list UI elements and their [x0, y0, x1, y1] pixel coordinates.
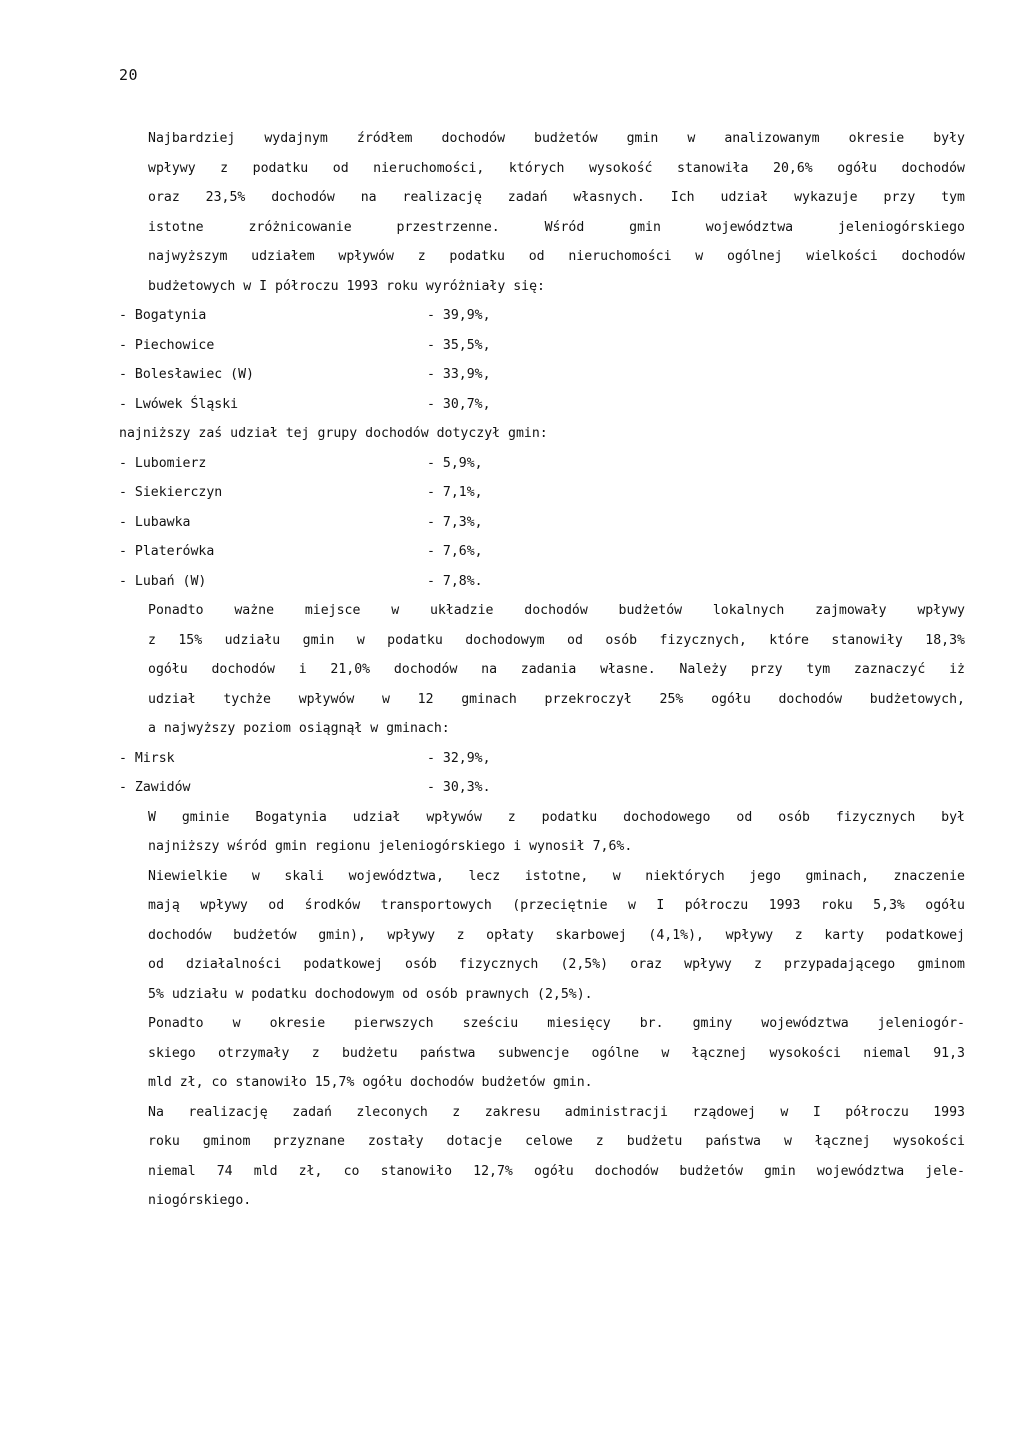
municipality-name: - Mirsk	[119, 750, 175, 766]
text-line: Ponadto w okresie pierwszych sześciu miesięcy br. gminy województwa jeleniogór-	[148, 1016, 965, 1031]
municipality-name: - Platerówka	[119, 544, 215, 559]
text-line: oraz 23,5% dochodów na realizację zadań własnych. Ich udział wykazuje przy tym	[148, 190, 965, 205]
body-text	[119, 124, 965, 1216]
list-item	[119, 537, 965, 567]
list-item	[119, 301, 965, 331]
list-item	[119, 478, 965, 508]
text-line: W gminie Bogatynia udział wpływów z podatku dochodowego od osób fizycznych był	[148, 809, 965, 825]
share-value: - 7,1%,	[427, 485, 483, 500]
text-line: dochodów budżetów gmin), wpływy z opłaty skarbowej (4,1%), wpływy z karty podatkowej	[148, 927, 965, 943]
municipality-name: - Piechowice	[119, 337, 215, 353]
share-value: - 32,9%,	[427, 750, 491, 766]
paragraph-subsidies	[119, 1009, 965, 1098]
text-line: mld zł, co stanowiło 15,7% ogółu dochodów budżetów gmin.	[148, 1075, 593, 1090]
text-line: ogółu dochodów i 21,0% dochodów na zadania własne. Należy przy tym zaznaczyć iż	[148, 662, 965, 677]
list-item	[119, 331, 965, 361]
share-value: - 33,9%,	[427, 367, 491, 382]
share-value: - 7,6%,	[427, 544, 483, 559]
text-line: budżetowych w I półroczu 1993 roku wyróżniały się:	[148, 278, 545, 294]
list-item	[119, 449, 965, 479]
share-value: - 30,3%.	[427, 780, 491, 795]
text-line: najniższy zaś udział tej grupy dochodów dotyczył gmin:	[119, 426, 548, 441]
text-line: najwyższym udziałem wpływów z podatku od nieruchomości w ogólnej wielkości dochodów	[148, 249, 965, 264]
paragraph-bogatynia	[119, 803, 965, 862]
paragraph-targeted-grants	[119, 1098, 965, 1216]
municipality-name: - Siekierczyn	[119, 485, 223, 500]
municipality-name: - Bolesławiec (W)	[119, 367, 254, 382]
text-line: udział tychże wpływów w 12 gminach przekroczył 25% ogółu dochodów budżetowych,	[148, 691, 965, 707]
text-line: niogórskiego.	[148, 1193, 252, 1208]
list-highest-share	[119, 301, 965, 419]
text-line: Ponadto ważne miejsce w układzie dochodów budżetów lokalnych zajmowały wpływy	[148, 603, 965, 618]
page-number: 20	[119, 66, 139, 84]
text-line: wpływy z podatku od nieruchomości, których wysokość stanowiła 20,6% ogółu dochodów	[148, 160, 965, 176]
text-line: skiego otrzymały z budżetu państwa subwencje ogólne w łącznej wysokości niemal 91,3	[148, 1045, 965, 1061]
list-item	[119, 773, 965, 803]
text-line: najniższy wśród gmin regionu jeleniogórskiego i wynosił 7,6%.	[148, 839, 633, 854]
list-lowest-share	[119, 449, 965, 597]
share-value: - 7,8%.	[427, 573, 483, 589]
share-value: - 30,7%,	[427, 396, 491, 412]
list-item	[119, 567, 965, 597]
text-line: z 15% udziału gmin w podatku dochodowym od osób fizycznych, które stanowiły 18,3%	[148, 632, 965, 648]
text-line: od działalności podatkowej osób fizycznych (2,5%) oraz wpływy z przypadającego gminom	[148, 957, 965, 972]
municipality-name: - Zawidów	[119, 780, 191, 795]
paragraph-other-revenues	[119, 862, 965, 1010]
municipality-name: - Lubań (W)	[119, 573, 207, 589]
text-line: Na realizację zadań zleconych z zakresu administracji rządowej w I półroczu 1993	[148, 1104, 965, 1120]
list-item	[119, 390, 965, 420]
text-line: niemal 74 mld zł, co stanowiło 12,7% ogółu dochodów budżetów gmin województwa jele-	[148, 1163, 965, 1179]
list-item	[119, 508, 965, 538]
text-line: mają wpływy od środków transportowych (przeciętnie w I półroczu 1993 roku 5,3% ogółu	[148, 898, 965, 913]
text-line: istotne zróżnicowanie przestrzenne. Wśród gmin województwa jeleniogórskiego	[148, 219, 965, 235]
share-value: - 7,3%,	[427, 514, 483, 530]
list-top-income-share	[119, 744, 965, 803]
lowest-intro	[119, 419, 965, 449]
municipality-name: - Bogatynia	[119, 308, 207, 323]
list-item	[119, 744, 965, 774]
paragraph-income-tax	[119, 596, 965, 744]
share-value: - 5,9%,	[427, 455, 483, 471]
text-line: roku gminom przyznane zostały dotacje celowe z budżetu państwa w łącznej wysokości	[148, 1134, 965, 1149]
municipality-name: - Lubomierz	[119, 455, 207, 471]
text-line: Niewielkie w skali województwa, lecz istotne, w niektórych jego gminach, znaczenie	[148, 868, 965, 884]
share-value: - 35,5%,	[427, 337, 491, 353]
share-value: - 39,9%,	[427, 308, 491, 323]
list-item	[119, 360, 965, 390]
municipality-name: - Lubawka	[119, 514, 191, 530]
municipality-name: - Lwówek Śląski	[119, 396, 239, 412]
text-line: 5% udziału w podatku dochodowym od osób prawnych (2,5%).	[148, 986, 593, 1002]
paragraph-property-tax	[119, 124, 965, 301]
text-line: a najwyższy poziom osiągnął w gminach:	[148, 721, 450, 736]
text-line: Najbardziej wydajnym źródłem dochodów budżetów gmin w analizowanym okresie były	[148, 131, 965, 146]
